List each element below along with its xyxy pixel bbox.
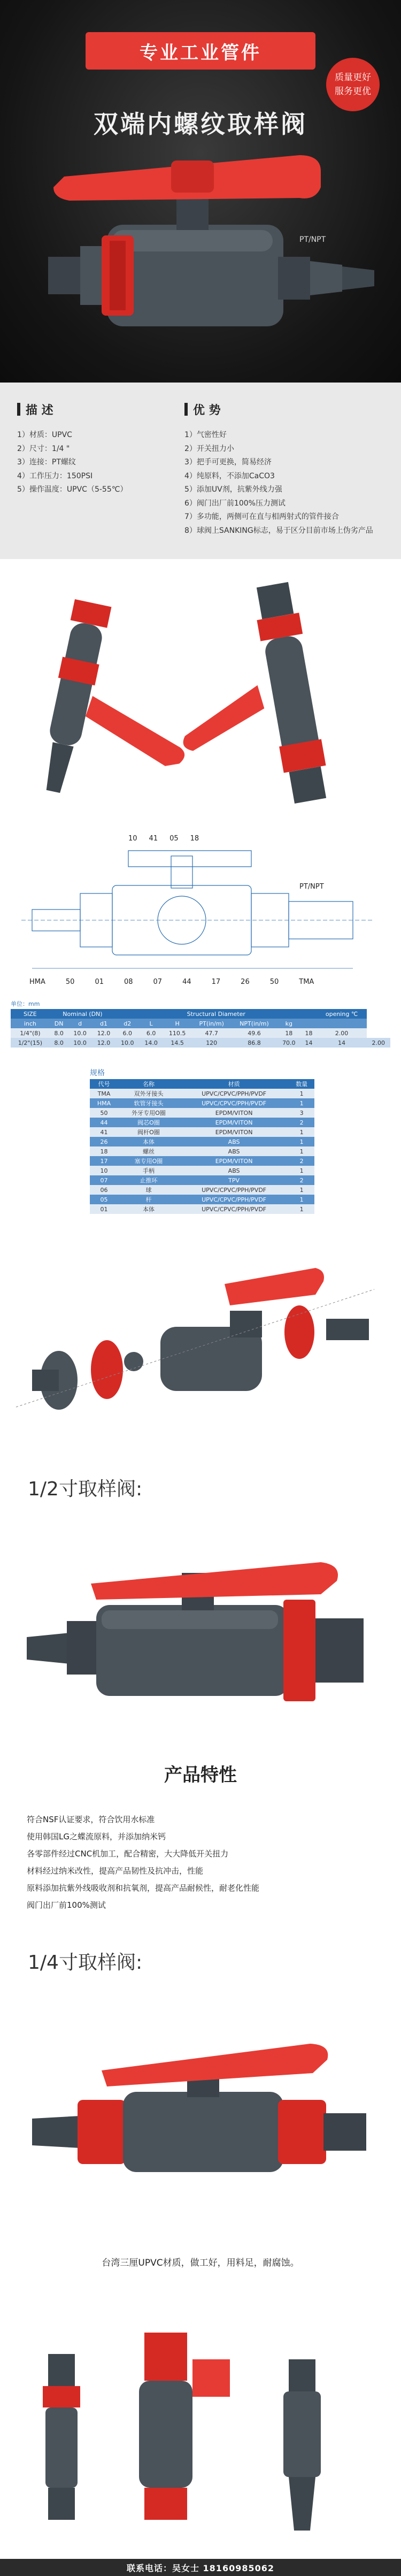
table-row [90,1204,314,1214]
table-cell: ABS [228,1138,240,1145]
quarter-inch-caption-section [0,1947,401,1979]
table-cell: NPT(in/m) [240,1020,269,1027]
table-cell: 14.5 [171,1039,184,1046]
list-item: 6）阀门出厂前100%压力测试 [184,499,286,508]
table-row [90,1137,314,1146]
list-item: 4）工作压力：150PSI [17,471,93,480]
table-cell: opening ℃ [325,1010,358,1018]
table-row [90,1079,314,1089]
table-cell: kg [285,1020,292,1027]
table-cell: 3 [299,1109,304,1117]
table-cell: 70.0 [282,1039,296,1046]
table-cell: 1 [299,1196,304,1203]
table-cell: 18 [305,1029,313,1037]
table-cell: 1 [299,1090,304,1097]
table-cell: 材质 [228,1081,240,1088]
table-cell: 10 [100,1167,108,1174]
list-item: 原料添加抗紫外线吸收剂和抗氧剂，提高产品耐候性，耐老化性能 [27,1883,260,1893]
table-cell: 1 [299,1128,304,1136]
table-cell: 44 [100,1119,108,1126]
table-cell: 杆 [145,1196,152,1203]
table-cell: d1 [99,1020,107,1027]
table-row [90,1156,314,1166]
table-cell: UPVC/CPVC/PPH/PVDF [202,1186,267,1194]
table-cell: d [78,1020,82,1027]
part-label-side: PT/NPT [299,883,324,891]
table-cell: H [175,1020,180,1027]
parts-title: 规格 [90,1069,105,1077]
table-cell: 塞专用O圈 [134,1158,163,1165]
table-cell: 外牙专用O圈 [132,1110,166,1117]
table-cell: 1 [299,1167,304,1174]
badge-line-2: 服务更优 [335,86,371,97]
part-label: 50 [269,978,279,986]
table-cell: ABS [228,1167,240,1174]
table-cell: 螺丝 [142,1148,155,1155]
table-cell: EPDM/VITON [215,1119,253,1126]
table-cell: 10.0 [73,1029,87,1037]
hero-dim-label: PT/NPT [299,235,326,244]
table-cell: 止推环 [140,1177,158,1184]
table-cell: 12.0 [97,1029,111,1037]
list-item: 材料经过纳米改性，提高产品韧性及抗冲击，性能 [27,1866,204,1876]
spec-section [0,383,401,559]
quarter-inch-photo [0,1985,401,2242]
table-cell: SIZE [24,1010,37,1018]
table-cell: 10.0 [121,1039,134,1046]
hero-title: 双端内螺纹取样阀 [94,110,307,139]
table-cell: 10.0 [73,1039,87,1046]
cross-section-svg [0,835,401,995]
hero-ribbon-text: 专业工业管件 [140,42,261,64]
table-cell: 1/4"(8) [20,1029,41,1037]
contact-footer [0,2559,401,2576]
parts-table-section [0,1067,401,1239]
table-cell: PT(in/m) [199,1020,224,1027]
part-label: 26 [241,978,250,986]
table-cell: 41 [100,1128,108,1136]
table-cell: TPV [228,1176,240,1184]
list-item: 5）操作温度：UPVC（5-55℃） [17,485,128,494]
list-item: 1）材质：UPVC [17,431,72,439]
badge-line-1: 质量更好 [335,72,371,83]
half-inch-caption-section [0,1474,401,1506]
table-cell: 数量 [296,1081,308,1088]
table-cell: 50 [100,1109,108,1117]
table-cell: 名称 [142,1081,155,1088]
table-row [11,1009,390,1019]
table-cell: 01 [100,1205,108,1213]
table-cell: 14.0 [144,1039,158,1046]
table-cell: 18 [100,1148,108,1155]
table-cell: 球 [145,1187,152,1194]
unit-label: 单位：mm [11,1000,40,1007]
table-cell: 8.0 [54,1039,64,1046]
part-label: 10 [128,835,137,843]
table-cell: 120 [206,1039,218,1046]
table-cell: 05 [100,1196,108,1203]
table-row [90,1127,314,1137]
part-label: 50 [65,978,75,986]
table-cell: 手柄 [142,1167,155,1174]
part-label: 18 [190,835,199,843]
features-section [0,1760,401,1931]
table-cell: 1 [299,1205,304,1213]
list-item: 阀门出厂前100%测试 [27,1900,106,1910]
table-cell: 49.6 [248,1029,261,1037]
exploded-view [0,1247,401,1450]
table-cell: 6.0 [146,1029,156,1037]
half-inch-photo [0,1514,401,1739]
part-label: 08 [124,978,133,986]
table-cell: EPDM/VITON [215,1109,253,1117]
table-cell: 14 [305,1039,313,1046]
tagline-section [0,2255,401,2282]
part-label: TMA [299,978,314,986]
table-cell: 阀芯O圈 [137,1119,160,1126]
valve-angle-illustration [0,567,401,829]
table-cell: 2.00 [335,1029,349,1037]
features-list [27,1811,259,1914]
table-cell: L [149,1020,153,1027]
table-cell: Structural Diameter [187,1010,245,1018]
advantage-column [184,402,373,538]
features-title: 产品特性 [164,1764,237,1786]
part-label: 41 [149,835,158,843]
table-cell: 2.00 [372,1039,385,1046]
table-row [90,1089,314,1098]
technical-drawing [0,835,401,995]
table-cell: Nominal (DN) [63,1010,103,1018]
bottom-photos [0,2290,401,2547]
table-cell: TMA [97,1090,111,1097]
table-cell: 07 [100,1176,108,1184]
table-cell: 1 [299,1099,304,1107]
list-item: 2）尺寸：1/4 " [17,444,70,453]
table-row [11,1019,390,1028]
table-row [90,1195,314,1204]
part-label: 05 [169,835,179,843]
table-cell: 06 [100,1186,108,1194]
describe-column [17,402,127,497]
tagline: 台湾三厘UPVC材质，做工好，用料足，耐腐蚀。 [102,2258,299,2268]
table-cell: EPDM/VITON [215,1157,253,1165]
quarter-inch-valve-illustration [0,1985,401,2242]
table-cell: UPVC/CPVC/PPH/PVDF [202,1196,267,1203]
table-row [90,1108,314,1118]
half-inch-valve-illustration [0,1514,401,1739]
table-cell: 软管牙接头 [134,1100,164,1107]
table-cell: d2 [124,1020,132,1027]
table-cell: 110.5 [168,1029,186,1037]
list-item: 1）气密性好 [184,431,227,439]
part-label: HMA [29,978,45,986]
table-cell: 18 [285,1029,293,1037]
list-item: 符合NSF认证要求，符合饮用水标准 [27,1815,155,1824]
table-row [11,1028,390,1038]
table-cell: 2 [299,1119,304,1126]
list-item: 5）添加UV剂，抗紫外线力强 [184,485,282,494]
advantage-list [184,429,373,538]
table-cell: 26 [100,1138,108,1145]
table-cell: 2 [299,1157,304,1165]
table-cell: ABS [228,1148,240,1155]
list-item: 3）连接：PT螺纹 [17,458,76,467]
contact-phone: 联系电话：吴女士 18160985062 [126,2563,275,2573]
table-cell: 1 [299,1138,304,1145]
table-cell: EPDM/VITON [215,1128,253,1136]
table-row [90,1118,314,1127]
table-cell: UPVC/CPVC/PPH/PVDF [202,1090,267,1097]
table-cell: 1/2"(15) [18,1039,43,1046]
list-item: 4）纯原料，不添加CaCO3 [184,471,275,480]
table-cell: 2 [299,1176,304,1184]
table-cell: 阀杆O圈 [137,1129,160,1136]
parts-table [90,1079,314,1214]
list-item: 3）把手可更换，简易经济 [184,458,272,467]
table-cell: 双外牙接头 [134,1090,164,1097]
describe-list [17,429,127,497]
table-row [90,1098,314,1108]
list-item: 2）开关扭力小 [184,444,234,453]
table-cell: inch [24,1020,36,1027]
dimension-table-section [0,999,401,1064]
table-cell: UPVC/CPVC/PPH/PVDF [202,1099,267,1107]
table-row [90,1175,314,1185]
table-cell: 6.0 [122,1029,133,1037]
table-cell: 12.0 [97,1039,111,1046]
quarter-inch-caption: 1/4寸取样阀: [28,1952,143,1974]
table-row [11,1038,390,1048]
table-cell: 本体 [142,1206,155,1213]
describe-title: 描 述 [26,403,53,417]
part-label: 01 [95,978,104,986]
list-item: 使用韩国LG之蝶流原料，并添加纳米钙 [27,1832,166,1841]
part-label: 44 [182,978,191,986]
list-item: 各零部件经过CNC机加工，配合精密，大大降低开关扭力 [27,1849,229,1859]
part-label: 07 [153,978,163,986]
table-cell: UPVC/CPVC/PPH/PVDF [202,1205,267,1213]
table-cell: 1 [299,1148,304,1155]
table-cell: HMA [97,1099,111,1107]
bottom-valves-illustration [0,2290,401,2547]
table-row [90,1166,314,1175]
table-cell: 17 [100,1157,108,1165]
table-cell: 14 [338,1039,346,1046]
list-item: 8）球阀上SANKING标志，易于区分目前市场上伪劣产品 [184,526,373,535]
exploded-view-illustration [0,1247,401,1450]
list-item: 7）多功能，两侧可在直与相两射式的管件接合 [184,513,339,521]
part-label: 17 [211,978,221,986]
table-cell: 代号 [98,1081,110,1088]
valve-photo-angles [0,567,401,829]
table-cell: 8.0 [54,1029,64,1037]
table-cell: 本体 [142,1138,155,1145]
half-inch-caption: 1/2寸取样阀: [28,1478,143,1500]
advantage-title: 优 势 [193,403,221,417]
table-cell: 86.8 [248,1039,261,1046]
table-row [90,1146,314,1156]
hero-banner [0,0,401,383]
table-cell: 47.7 [205,1029,218,1037]
hero-valve-illustration [0,0,401,383]
table-row [90,1185,314,1195]
dimension-table [11,1009,390,1048]
table-cell: DN [54,1020,64,1027]
table-cell: 1 [299,1186,304,1194]
